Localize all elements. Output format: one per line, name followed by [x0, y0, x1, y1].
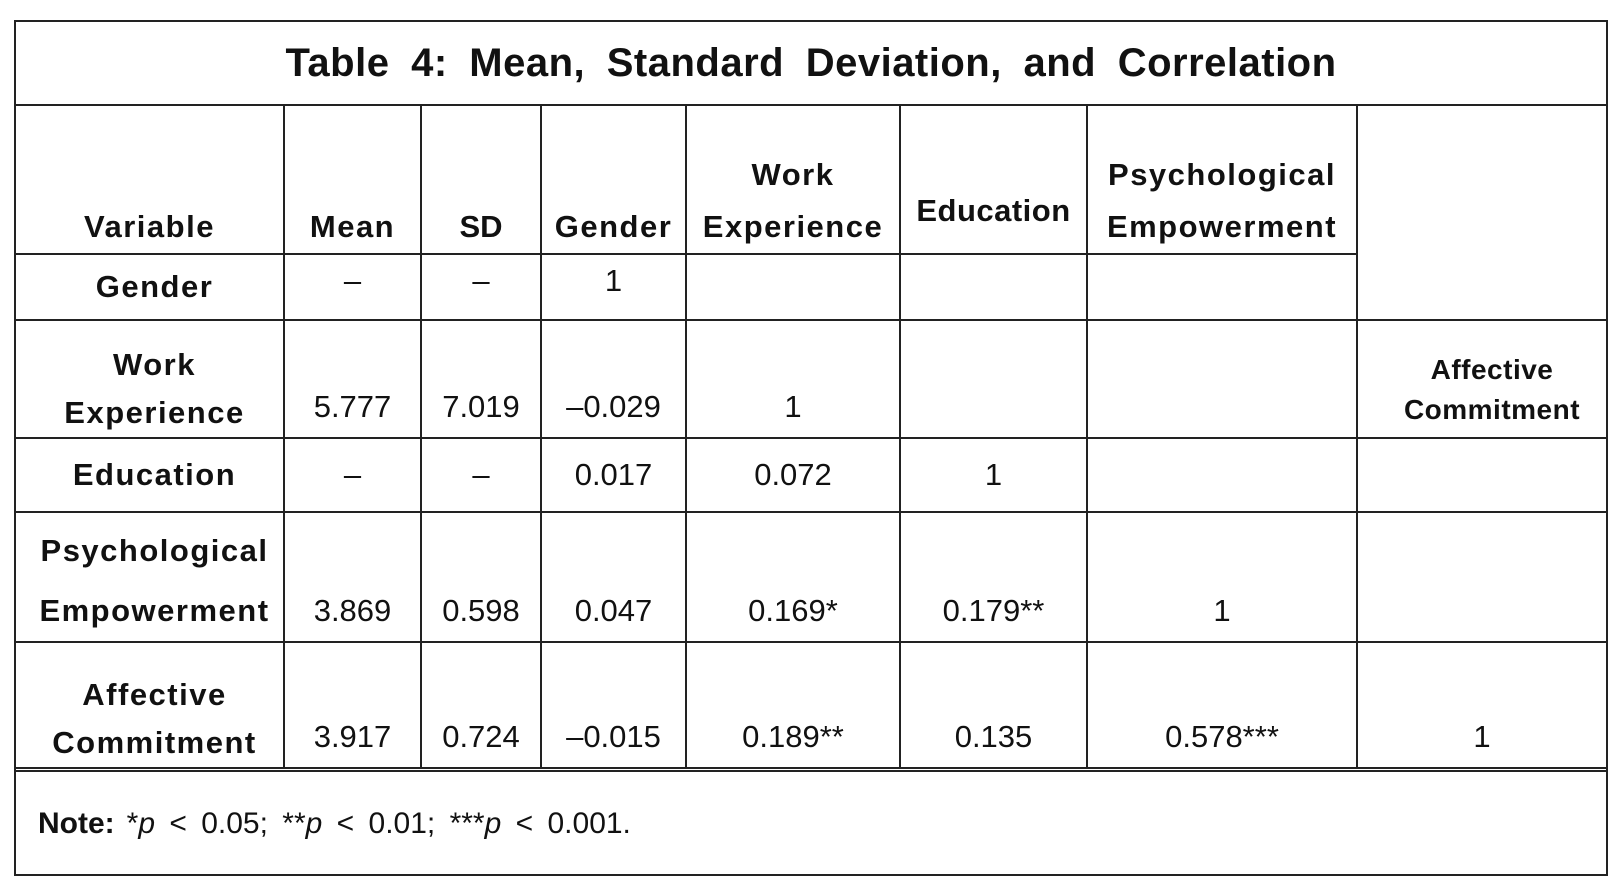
note-label: Note:: [38, 807, 115, 840]
table-row: [16, 642, 1606, 768]
header-psychological-empowerment: [1087, 106, 1357, 254]
cell-affective-commitment: [1357, 512, 1606, 642]
cell-education: [900, 254, 1087, 320]
row-label-line1: Psychological: [40, 533, 269, 568]
cell-education: [900, 320, 1087, 438]
table-note: [16, 770, 1606, 876]
header-variable: Variable: [16, 106, 284, 254]
cell-education: 0.179**: [900, 512, 1087, 642]
header-gender: Gender: [541, 106, 686, 254]
header-row: [16, 106, 1606, 254]
cell-work-experience: [686, 254, 900, 320]
header-work-experience-line2: Experience: [702, 209, 884, 244]
row-label: [16, 254, 284, 320]
cell-gender: 1: [541, 254, 686, 320]
cell-mean: 5.777: [284, 320, 421, 438]
header-education: Education: [900, 106, 1087, 254]
row-label: [16, 438, 284, 512]
cell-work-experience: 0.072: [686, 438, 900, 512]
header-affective-commitment-cell: [1357, 106, 1606, 254]
row-label-line1: Education: [72, 457, 237, 492]
cell-mean: –: [284, 254, 421, 320]
note-star1: *: [126, 807, 139, 840]
cell-gender: 0.017: [541, 438, 686, 512]
cell-sd: –: [421, 254, 541, 320]
cell-gender: –0.015: [541, 642, 686, 768]
note-p3: p: [484, 807, 502, 840]
cell-sd: 0.724: [421, 642, 541, 768]
cell-gender: –0.029: [541, 320, 686, 438]
cell-work-experience: 0.169*: [686, 512, 900, 642]
cell-work-experience: 0.189**: [686, 642, 900, 768]
cell-psych-empowerment: [1087, 254, 1357, 320]
row-label-line1: Work: [113, 347, 196, 382]
cell-affective-commitment: 1: [1357, 642, 1606, 768]
row-label: [16, 320, 284, 438]
cell-sd: 0.598: [421, 512, 541, 642]
row-label-line2: Experience: [64, 395, 245, 430]
note-t1: < 0.05; **: [155, 807, 306, 840]
cell-gender: 0.047: [541, 512, 686, 642]
table-row: [16, 512, 1606, 642]
header-affective-commitment: [1390, 350, 1594, 430]
note-p2: p: [305, 807, 323, 840]
cell-mean: 3.917: [284, 642, 421, 768]
cell-psych-empowerment: [1087, 320, 1357, 438]
header-affective-line1: Affective: [1430, 354, 1554, 385]
correlation-table: [16, 106, 1606, 769]
header-work-experience-line1: Work: [751, 157, 835, 192]
cell-mean: 3.869: [284, 512, 421, 642]
cell-psych-empowerment: 0.578***: [1087, 642, 1357, 768]
cell-education: 1: [900, 438, 1087, 512]
cell-affective-commitment: [1357, 254, 1606, 320]
header-psych-line1: Psychological: [1108, 157, 1336, 192]
row-label-line1: Gender: [95, 269, 214, 304]
table-row: [16, 438, 1606, 512]
header-work-experience: [686, 106, 900, 254]
note-t2: < 0.01; ***: [322, 807, 485, 840]
note-p1: p: [138, 807, 156, 840]
row-label: [16, 512, 284, 642]
header-mean: Mean: [284, 106, 421, 254]
row-label-line2: Empowerment: [39, 593, 270, 628]
header-affective-line2: Commitment: [1403, 394, 1581, 425]
cell-psych-empowerment: [1087, 438, 1357, 512]
table-row: [16, 320, 1606, 438]
cell-affective-commitment: [1357, 438, 1606, 512]
table-row: [16, 254, 1606, 320]
cell-psych-empowerment: 1: [1087, 512, 1357, 642]
row-label-line2: Commitment: [52, 725, 257, 760]
cell-sd: 7.019: [421, 320, 541, 438]
cell-work-experience: 1: [686, 320, 900, 438]
cell-sd: –: [421, 438, 541, 512]
cell-mean: –: [284, 438, 421, 512]
row-label-line1: Affective: [82, 677, 227, 712]
cell-education: 0.135: [900, 642, 1087, 768]
table-title: Table 4: Mean, Standard Deviation, and Correlation: [16, 22, 1606, 106]
header-sd: SD: [421, 106, 541, 254]
note-t3: < 0.001.: [501, 807, 631, 840]
row-label: [16, 642, 284, 768]
header-psych-line2: Empowerment: [1106, 209, 1338, 244]
